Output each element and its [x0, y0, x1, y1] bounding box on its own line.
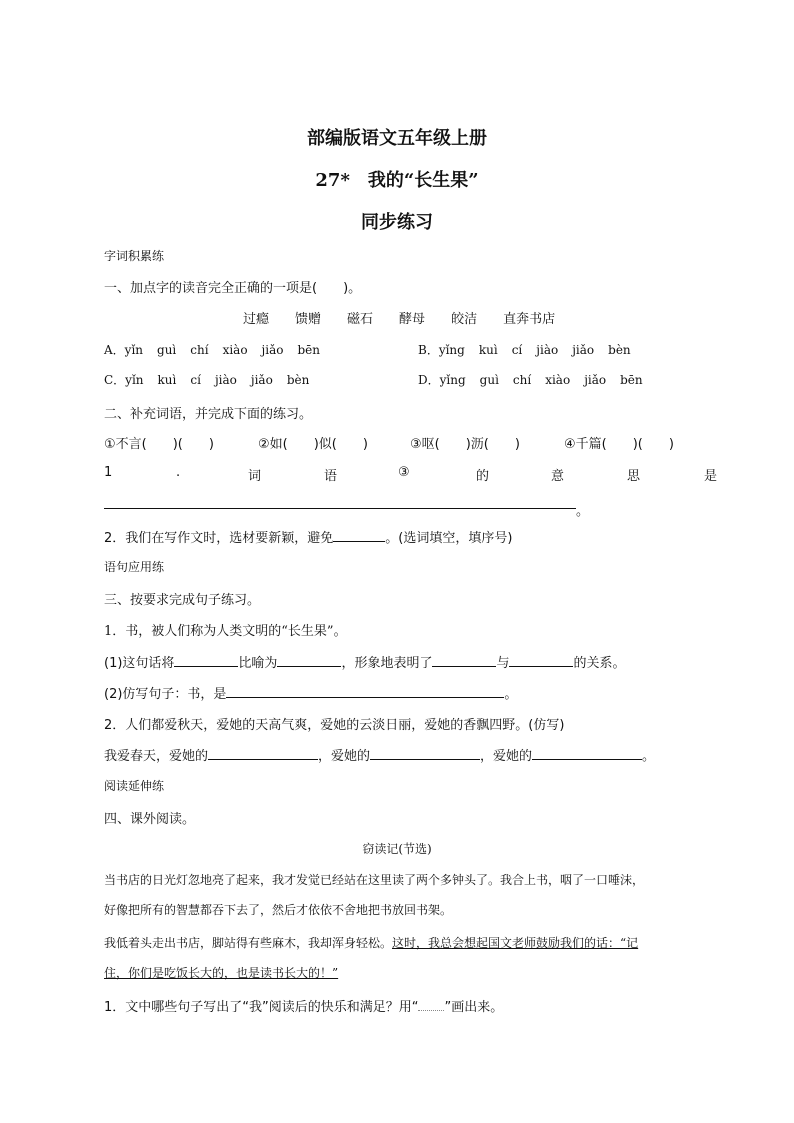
q2-1-char: 思 — [627, 469, 641, 484]
answer-blank[interactable] — [226, 685, 504, 698]
answer-blank[interactable] — [333, 529, 385, 542]
answer-blank[interactable] — [432, 654, 496, 667]
word-item: 磁石 — [347, 312, 374, 327]
section-heading-reading: 阅读延伸练 — [104, 779, 165, 793]
question-2: 二、补充词语，并完成下面的练习。 — [104, 407, 313, 422]
q2-1-char: 是 — [704, 469, 718, 484]
word-item: 馈赠 — [295, 312, 322, 327]
question-3: 三、按要求完成句子练习。 — [104, 593, 261, 608]
sentence-2: 2．人们都爱秋天，爱她的天高气爽，爱她的云淡日丽，爱她的香飘四野。(仿写) — [104, 718, 565, 733]
q2-1-char: 语 — [324, 469, 338, 484]
word-list — [230, 308, 568, 327]
section-heading-vocab: 字词积累练 — [104, 249, 165, 263]
answer-blank[interactable] — [532, 747, 642, 760]
option-c: C．yǐn kuì cí jiào jiǎo bèn — [104, 373, 310, 387]
page-title: 部编版语文五年级上册 — [307, 128, 487, 149]
word-item: 直奔书店 — [503, 312, 556, 327]
option-a: A．yǐn guì chí xiào jiǎo bēn — [104, 343, 320, 357]
passage-line: 好像把所有的智慧都吞下去了，然后才依依不舍地把书放回书架。 — [104, 903, 453, 917]
lesson-title: 27* 我的“长生果” — [315, 170, 479, 191]
q2-1-char: ③ — [398, 465, 410, 480]
option-b: B．yǐng kuì cí jiào jiǎo bèn — [418, 343, 631, 357]
answer-blank[interactable] — [174, 654, 238, 667]
q2-1-char: 的 — [476, 469, 490, 484]
idiom-1: ①不言( )( ) — [104, 437, 214, 452]
sentence-1: 1．书，被人们称为人类文明的“长生果”。 — [104, 624, 347, 639]
section-heading-sentence: 语句应用练 — [104, 560, 165, 574]
idiom-3: ③呕( )沥( ) — [410, 437, 520, 452]
wavy-line-icon — [418, 1000, 444, 1011]
word-item: 皎洁 — [451, 312, 478, 327]
answer-blank-line[interactable] — [104, 508, 576, 509]
passage-line: 我低着头走出书店，脚站得有些麻木，我却浑身轻松。这时，我总会想起国文老师鼓励我们的话：“记 — [104, 936, 639, 950]
sentence-1-part-2: (2)仿写句子：书，是 。 — [104, 687, 518, 702]
q2-1-char: . — [176, 465, 181, 480]
q2-1-char: 词 — [248, 469, 262, 484]
passage-title: 窃读记(节选) — [362, 842, 432, 856]
sentence-1-part-1: (1)这句话将 比喻为 ，形象地表明了 与 的关系。 — [104, 656, 626, 671]
question-1: 一、加点字的读音完全正确的一项是( )。 — [104, 281, 362, 296]
q2-1-end: 。 — [576, 504, 590, 519]
passage-line: 当书店的日光灯忽地亮了起来，我才发觉已经站在这里读了两个多钟头了。我合上书，咽了一口唾沫， — [104, 873, 645, 887]
idiom-4: ④千篇( )( ) — [564, 437, 674, 452]
idiom-2: ②如( )似( ) — [258, 437, 368, 452]
word-item: 酵母 — [399, 312, 426, 327]
q2-1-char: 1 — [104, 465, 113, 480]
answer-blank[interactable] — [208, 747, 318, 760]
reading-question-1: 1．文中哪些句子写出了“我”阅读后的快乐和满足？用“ ”画出来。 — [104, 1000, 504, 1015]
answer-blank[interactable] — [509, 654, 573, 667]
option-d: D．yǐng guì chí xiào jiǎo bēn — [418, 373, 643, 387]
answer-blank[interactable] — [370, 747, 480, 760]
underlined-sentence: 住，你们是吃饭长大的，也是读书长大的！” — [104, 966, 339, 980]
sentence-2-imitate: 我爱春天，爱她的 ，爱她的 ，爱她的 。 — [104, 749, 656, 764]
question-4: 四、课外阅读。 — [104, 812, 196, 827]
q2-1-char: 意 — [551, 469, 565, 484]
answer-blank[interactable] — [277, 654, 341, 667]
word-item: 过瘾 — [243, 312, 270, 327]
question-2-2: 2．我们在写作文时，选材要新颖，避免 。(选词填空，填序号) — [104, 531, 513, 546]
practice-title: 同步练习 — [361, 212, 433, 233]
underlined-sentence: 这时，我总会想起国文老师鼓励我们的话：“记 — [392, 936, 639, 950]
